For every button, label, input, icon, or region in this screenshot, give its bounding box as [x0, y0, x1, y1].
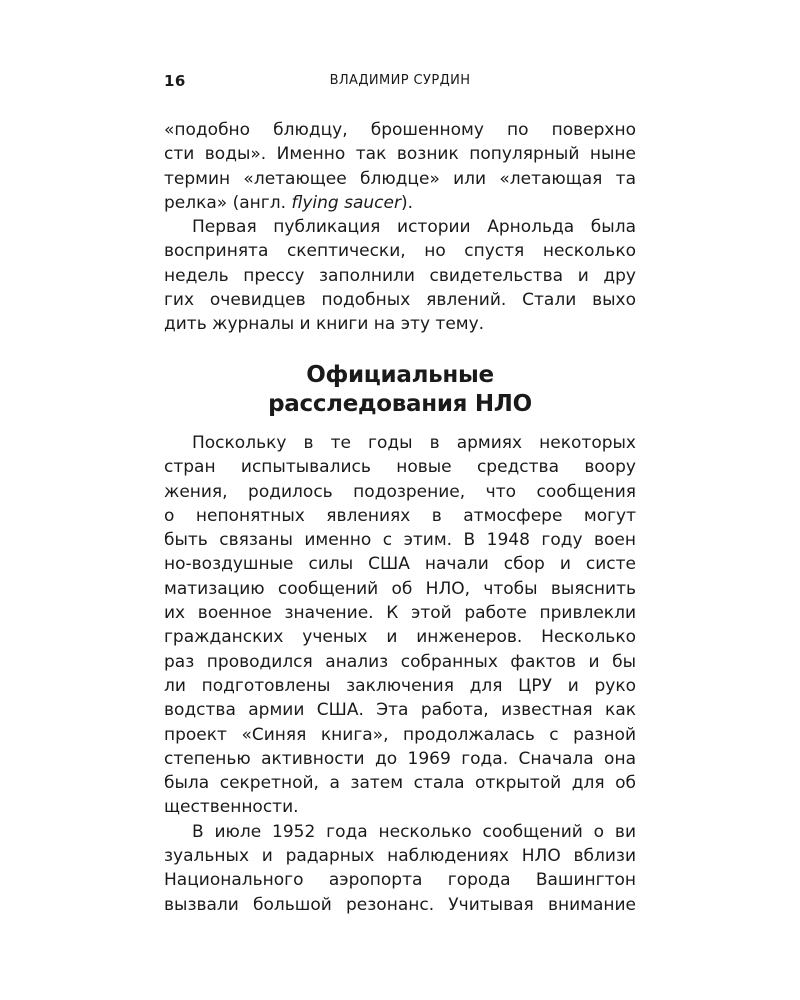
- paragraph: [164, 431, 636, 820]
- section-heading-line: расследования НЛО: [268, 391, 532, 417]
- text-line: водства армии США. Эта работа, известная как: [164, 700, 636, 721]
- text-line: зуальных и радарных наблюдениях НЛО вблизи: [164, 846, 636, 867]
- text-line: о непонятных явлениях в атмосфере могут: [164, 505, 636, 526]
- page-number: 16: [164, 72, 186, 90]
- text-line: ли подготовлены заключения для ЦРУ и руко: [164, 675, 636, 696]
- text-line: была секретной, а затем стала открытой для об: [164, 773, 636, 794]
- book-page: [164, 0, 636, 1000]
- paragraph: [164, 215, 636, 336]
- text-line: матизацию сообщений об НЛО, чтобы выяснить: [164, 578, 636, 599]
- text-line: Поскольку в те годы в армиях некоторых: [192, 433, 636, 453]
- text-line: Первая публикация истории Арнольда была: [192, 217, 636, 238]
- text-line: недель прессу заполнили свидетельства и дру: [164, 265, 636, 286]
- text-line: быть связаны именно с этим. В 1948 году воен: [164, 530, 636, 551]
- text-line: гих очевидцев подобных явлений. Стали выхо: [164, 290, 636, 311]
- text-line: жения, родилось подозрение, что сообщения: [164, 481, 636, 502]
- text-line: [164, 191, 636, 215]
- text-line: воспринята скептически, но спустя несколько: [164, 241, 636, 262]
- section-heading: [164, 361, 636, 419]
- section-heading-line: Официальные: [306, 362, 494, 388]
- text-line: сти воды». Именно так возник популярный ныне: [164, 144, 636, 165]
- paragraph: [164, 820, 636, 917]
- text-line: стран испытывались новые средства воору: [164, 457, 636, 478]
- text-line: вызвали большой резонанс. Учитывая внимание: [164, 894, 636, 915]
- text-line: раз проводился анализ собранных фактов и бы: [164, 651, 636, 672]
- text-line: степенью активности до 1969 года. Сначала она: [164, 748, 636, 769]
- text-line: «подобно блюдцу, брошенному по поверхно: [164, 120, 636, 140]
- italic-term: flying saucer: [291, 192, 401, 213]
- text-line: их военное значение. К этой работе привлекли: [164, 603, 636, 624]
- text-line: щественности.: [164, 797, 299, 818]
- text-fragment: релка» (англ.: [164, 192, 292, 213]
- text-line: Национального аэропорта города Вашингтон: [164, 870, 636, 891]
- text-fragment: ).: [400, 192, 414, 213]
- text-block-top: [164, 118, 636, 337]
- text-line: проект «Синяя книга», продолжалась с разной: [164, 724, 636, 745]
- text-line: но-воздушные силы США начали сбор и систе: [164, 554, 636, 575]
- running-head: [164, 70, 636, 92]
- running-head-author: ВЛАДИМИР СУРДИН: [329, 73, 471, 88]
- text-block-bottom: [164, 431, 636, 917]
- paragraph: [164, 118, 636, 215]
- text-line: дить журналы и книги на эту тему.: [164, 314, 485, 335]
- text-line: В июле 1952 года несколько сообщений о ви: [192, 821, 636, 842]
- text-line: термин «летающее блюдце» или «летающая та: [164, 168, 636, 189]
- text-line: гражданских ученых и инженеров. Несколько: [164, 627, 636, 648]
